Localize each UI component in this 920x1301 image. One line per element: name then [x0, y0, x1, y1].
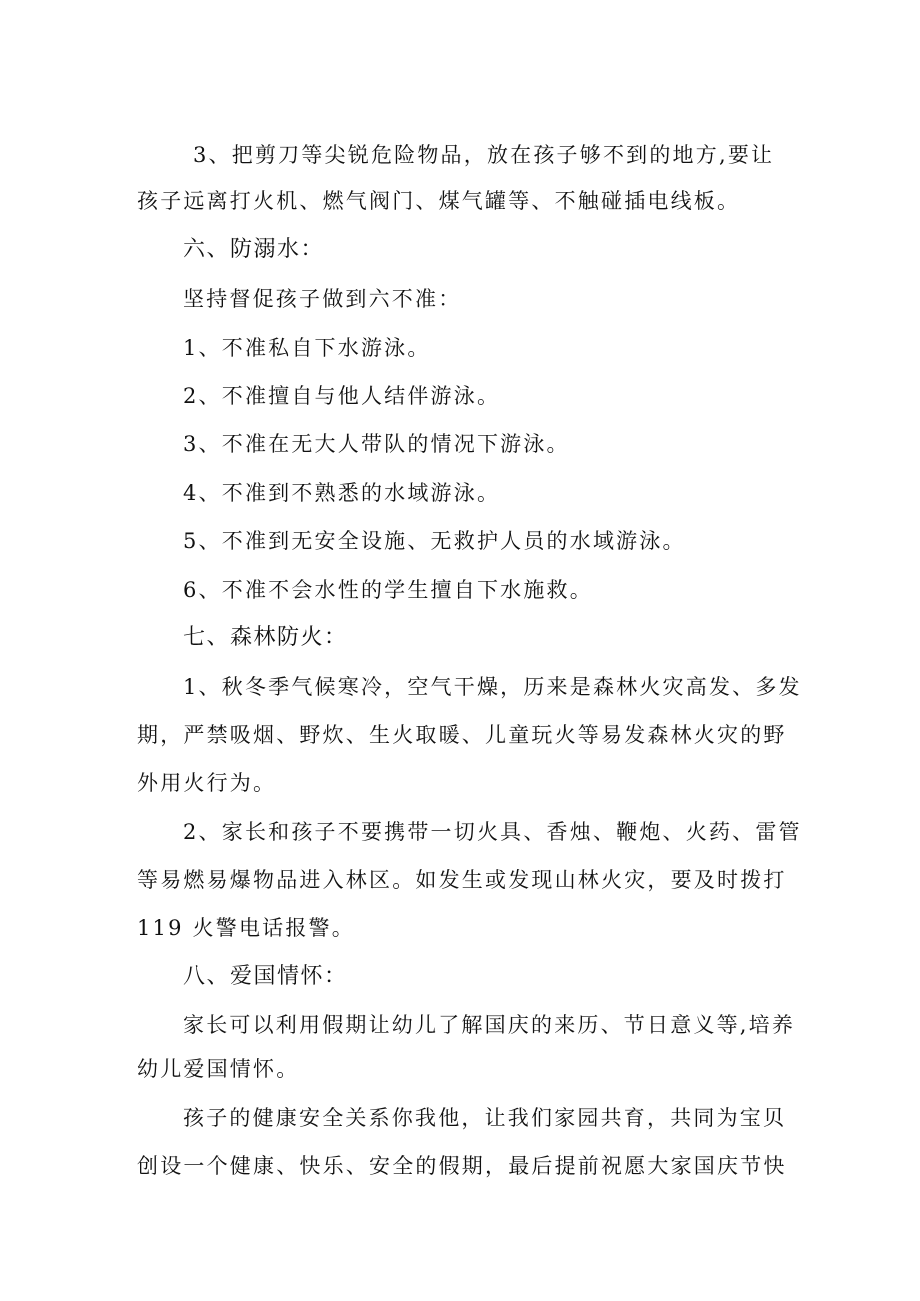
- paragraph-line: 家长可以利用假期让幼儿了解国庆的来历、节日意义等,培养: [183, 1013, 796, 1037]
- section-heading-patriotism: 八、爱国情怀：: [183, 964, 348, 989]
- list-item: 3、不准在无大人带队的情况下游泳。: [183, 432, 570, 456]
- list-item: 1、不准私自下水游泳。: [183, 336, 431, 360]
- paragraph-line: 1、秋冬季气候寒冷，空气干燥，历来是森林火灾高发、多发: [183, 675, 802, 699]
- paragraph-line: 2、家长和孩子不要携带一切火具、香烛、鞭炮、火药、雷管: [183, 820, 802, 844]
- list-item: 4、不准到不熟悉的水域游泳。: [183, 481, 501, 505]
- list-item: 5、不准到无安全设施、无救护人员的水域游泳。: [183, 529, 686, 553]
- paragraph-line: 幼儿爱国情怀。: [137, 1057, 300, 1081]
- paragraph-line: 坚持督促孩子做到六不准：: [183, 287, 462, 311]
- paragraph-line: 等易燃易爆物品进入林区。如发生或发现山林火灾，要及时拨打: [137, 868, 787, 892]
- paragraph-line: 孩子的健康安全关系你我他，让我们家园共育，共同为宝贝: [183, 1106, 787, 1130]
- list-item: 6、不准不会水性的学生擅自下水施救。: [183, 578, 593, 602]
- paragraph-line: 期，严禁吸烟、野炊、生火取暖、儿童玩火等易发森林火灾的野: [137, 723, 787, 747]
- paragraph-line: 孩子远离打火机、燃气阀门、煤气罐等、不触碰插电线板。: [137, 189, 741, 213]
- section-heading-drowning: 六、防溺水：: [183, 237, 325, 262]
- paragraph-line: 创设一个健康、快乐、安全的假期，最后提前祝愿大家国庆节快: [137, 1154, 787, 1178]
- paragraph-line: 3、把剪刀等尖锐危险物品，放在孩子够不到的地方,要让: [193, 143, 775, 167]
- list-item: 2、不准擅自与他人结伴游泳。: [183, 384, 501, 408]
- section-heading-forest-fire: 七、森林防火：: [183, 625, 348, 650]
- paragraph-line: 外用火行为。: [137, 771, 277, 795]
- paragraph-line: 119 火警电话报警。: [137, 916, 355, 940]
